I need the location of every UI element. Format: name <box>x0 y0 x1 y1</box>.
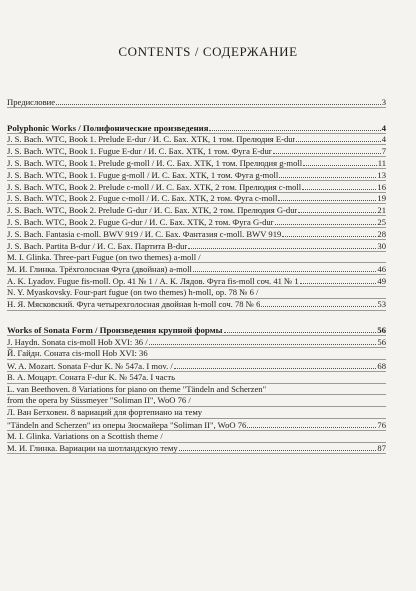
toc-entry-label: J. S. Bach. Fantasia c-moll. BWV 919 / И. С. Бах. Фантазия c-moll. BWV 919 <box>7 228 282 239</box>
leader-dots <box>303 157 377 166</box>
leader-dots <box>188 240 376 249</box>
toc-list <box>7 96 386 454</box>
toc-entry[interactable] <box>7 145 386 156</box>
toc-entry-label: J. S. Bach. WTC, Book 1. Prelude g-moll / И. С. Бах. ХТК, 1 том. Прелюдия g-moll <box>7 157 303 168</box>
toc-entry[interactable] <box>7 395 386 406</box>
toc-entry-label: M. I. Glinka. Variations on a Scottish theme / <box>7 430 163 441</box>
toc-preface[interactable] <box>7 96 386 107</box>
toc-entry-label: N. Y. Myaskovsky. Four-part fugue (on two themes) h-moll, op. 78 № 6 / <box>7 286 259 297</box>
toc-entry-page: 13 <box>377 169 386 180</box>
toc-entry-label: В. А. Моцарт. Соната F-dur K. № 547a. I часть <box>7 371 176 382</box>
toc-entry-label: Н. Я. Мясковский. Фуга четырехголосная двойная h-moll соч. 78 № 6 <box>7 299 261 310</box>
toc-sections <box>7 122 386 455</box>
toc-entry[interactable] <box>7 228 386 239</box>
toc-preface-page: 3 <box>381 96 386 107</box>
leader-dots <box>193 263 377 272</box>
leader-dots <box>279 169 376 178</box>
toc-entry[interactable] <box>7 348 386 359</box>
toc-entry[interactable] <box>7 419 386 430</box>
toc-entry[interactable] <box>7 134 386 145</box>
toc-entry[interactable] <box>7 372 386 383</box>
section-header-label: Polyphonic Works / Полифонические произведения <box>7 122 209 133</box>
toc-entry[interactable] <box>7 275 386 286</box>
toc-entry-label: J. S. Bach. WTC, Book 1. Fugue g-moll / И. С. Бах. ХТК, 1 том. Фуга g-moll <box>7 169 279 180</box>
toc-entry-label: J. S. Bach. WTC, Book 2. Fugue c-moll / И. С. Бах. ХТК, 2 том. Фуга c-moll <box>7 193 278 204</box>
toc-entry[interactable] <box>7 384 386 395</box>
leader-dots <box>247 419 376 428</box>
toc-entry-page: 30 <box>377 240 386 251</box>
spacer <box>7 311 386 325</box>
section-header-label: Works of Sonata Form / Произведения крупной формы <box>7 325 223 336</box>
section-header[interactable] <box>7 325 386 336</box>
toc-entry-label: М. И. Глинка. Трёхголосная Фуга (двойная) a-moll <box>7 264 192 275</box>
toc-entry-page: 28 <box>377 228 386 239</box>
toc-preface-label: Предисловие <box>7 96 56 107</box>
leader-dots <box>298 204 376 213</box>
leader-dots <box>296 134 380 143</box>
toc-entry-page: 4 <box>381 134 386 145</box>
toc-entry-page: 21 <box>377 205 386 216</box>
toc-entry-page: 25 <box>377 216 386 227</box>
toc-entry[interactable] <box>7 252 386 263</box>
divider <box>7 453 386 454</box>
leader-dots <box>174 360 377 369</box>
toc-entry-label: W. A. Mozart. Sonata F-dur K. № 547a. I mov. / <box>7 360 173 371</box>
toc-entry-label: J. S. Bach. WTC, Book 2. Prelude c-moll / И. С. Бах. ХТК, 2 том. Прелюдия c-moll <box>7 181 302 192</box>
toc-entry[interactable] <box>7 443 386 454</box>
toc-entry-label: J. Haydn. Sonata cis-moll Hob XVI: 36 / <box>7 337 148 348</box>
section-header-page: 4 <box>381 122 386 133</box>
toc-entry[interactable] <box>7 181 386 192</box>
toc-entry[interactable] <box>7 431 386 442</box>
leader-dots <box>261 299 376 308</box>
toc-entry-label: J. S. Bach. WTC, Book 2. Prelude G-dur / И. С. Бах. ХТК, 2 том. Прелюдия G-dur <box>7 205 298 216</box>
toc-entry[interactable] <box>7 263 386 274</box>
toc-entry-label: J. S. Bach. WTC, Book 1. Prelude E-dur / И. С. Бах. ХТК, 1 том. Прелюдия E-dur <box>7 134 296 145</box>
toc-entry[interactable] <box>7 360 386 371</box>
toc-entry-label: M. I. Glinka. Three-part Fugue (on two themes) a-moll / <box>7 251 201 262</box>
leader-dots <box>300 275 377 284</box>
spacer <box>7 108 386 122</box>
toc-entry-page: 16 <box>377 181 386 192</box>
toc-entry-page: 68 <box>377 360 386 371</box>
toc-entry-label: Й. Гайдн. Соната cis-moll Hob XVI: 36 <box>7 348 148 359</box>
toc-entry[interactable] <box>7 193 386 204</box>
toc-entry-page: 19 <box>377 193 386 204</box>
toc-entry[interactable] <box>7 407 386 418</box>
section-header[interactable] <box>7 122 386 133</box>
toc-entry-page: 87 <box>377 443 386 454</box>
toc-entry-page: 46 <box>377 264 386 275</box>
toc-entry-label: Л. Ван Бетховен. 8 вариаций для фортепиано на тему <box>7 407 203 418</box>
toc-entry-page: 76 <box>377 419 386 430</box>
toc-entry[interactable] <box>7 299 386 310</box>
leader-dots <box>56 96 381 105</box>
toc-entry-label: "Tändeln and Scherzen" из оперы Зюсмайера "Soliman II", WoO 76 <box>7 419 247 430</box>
leader-dots <box>224 325 377 334</box>
toc-entry[interactable] <box>7 240 386 251</box>
toc-entry-label: М. И. Глинка. Вариации на шотландскую тему <box>7 443 178 454</box>
toc-entry-label: J. S. Bach. Partita B-dur / И. С. Бах. Партита B-dur <box>7 240 188 251</box>
toc-entry-label: J. S. Bach. WTC, Book 1. Fugue E-dur / И. С. Бах. ХТК, 1 том. Фуга E-dur <box>7 146 272 157</box>
toc-entry[interactable] <box>7 216 386 227</box>
toc-entry[interactable] <box>7 336 386 347</box>
toc-entry-page: 53 <box>377 299 386 310</box>
leader-dots <box>273 145 381 154</box>
page-title: CONTENTS / СОДЕРЖАНИЕ <box>118 44 298 59</box>
leader-dots <box>209 122 380 131</box>
toc-entry[interactable] <box>7 169 386 180</box>
toc-entry-page: 49 <box>377 275 386 286</box>
toc-entry-label: L. van Beethoven. 8 Variations for piano on theme "Tändeln and Scherzen" <box>7 383 267 394</box>
toc-entry-label: A. K. Lyadov. Fugue fis-moll. Op. 41 № 1 / А. К. Лядов. Фуга fis-moll соч. 41 № 1 <box>7 275 299 286</box>
section-header-page: 56 <box>377 325 386 336</box>
toc-entry-label: J. S. Bach. WTC, Book 2. Fugue G-dur / И. С. Бах. ХТК, 2 том. Фуга G-dur <box>7 216 274 227</box>
toc-entry-page: 56 <box>377 337 386 348</box>
toc-entry[interactable] <box>7 157 386 168</box>
leader-dots <box>275 216 377 225</box>
leader-dots <box>278 193 376 202</box>
toc-entry-label: from the opera by Süssmeyer "Soliman II", WoO 76 / <box>7 395 191 406</box>
toc-entry-page: 7 <box>381 146 386 157</box>
leader-dots <box>302 181 376 190</box>
leader-dots <box>179 443 377 452</box>
toc-entry-page: 11 <box>377 157 386 168</box>
toc-entry[interactable] <box>7 204 386 215</box>
toc-entry[interactable] <box>7 287 386 298</box>
leader-dots <box>282 228 376 237</box>
leader-dots <box>149 336 377 345</box>
